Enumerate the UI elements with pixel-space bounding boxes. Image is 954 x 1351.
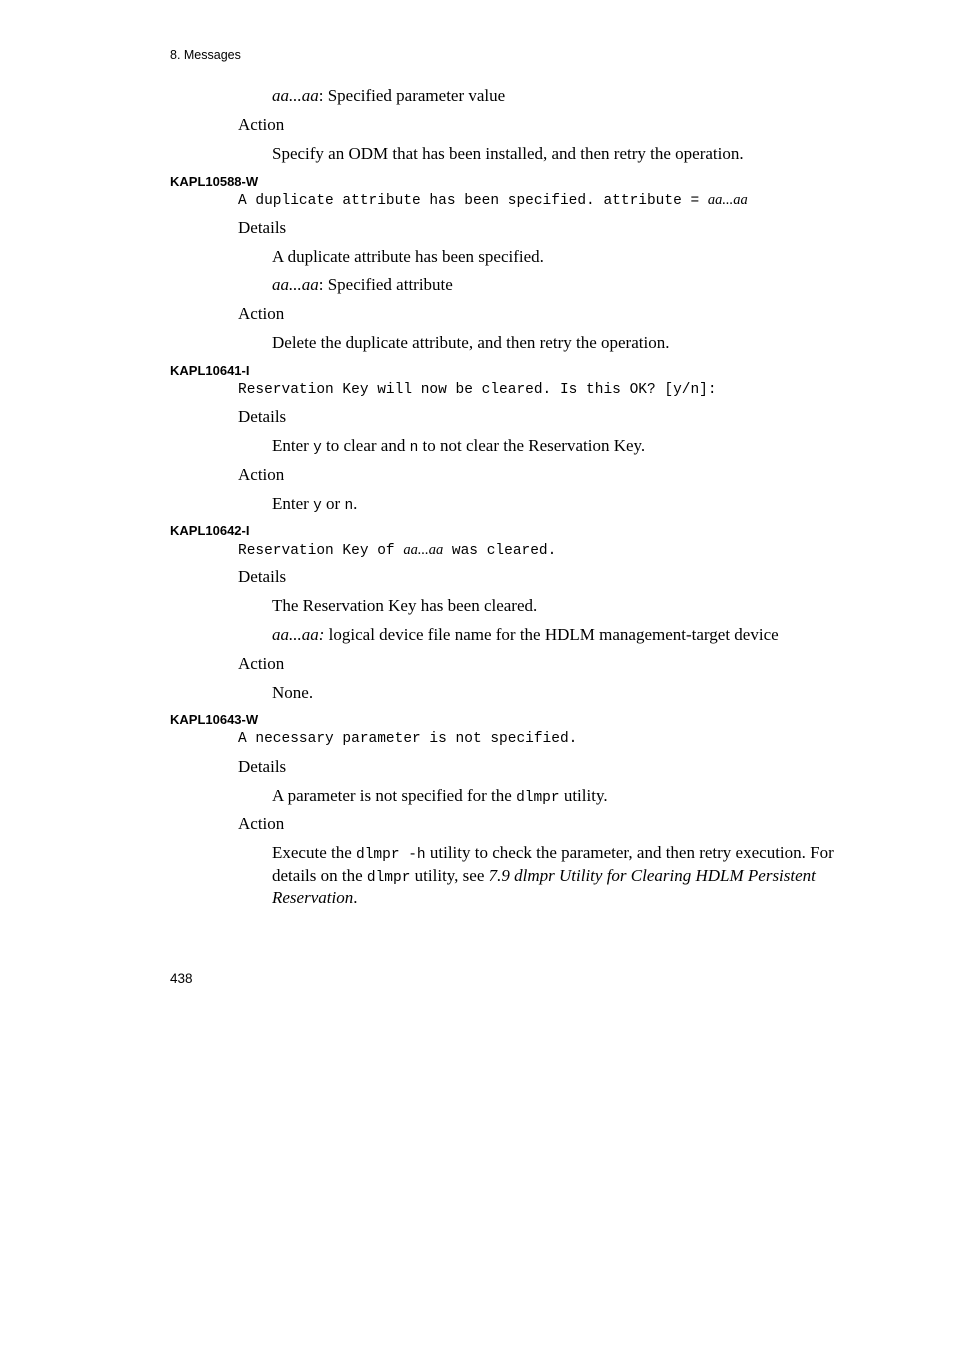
text-run: to clear and xyxy=(321,436,410,455)
message-id: KAPL10641-I xyxy=(170,363,250,378)
message-id: KAPL10588-W xyxy=(170,174,259,189)
running-header: 8. Messages xyxy=(170,48,241,62)
action-label: Action xyxy=(238,814,285,833)
inline-code: dlmpr -h xyxy=(356,847,426,863)
page-number: 438 xyxy=(170,971,193,986)
details-var-line xyxy=(272,275,453,295)
text-run: to not clear the Reservation Key. xyxy=(418,436,646,455)
prev-var-line xyxy=(272,86,505,106)
action-label: Action xyxy=(238,304,285,323)
inline-code: dlmpr xyxy=(366,869,411,886)
message-text-var: aa...aa xyxy=(707,192,748,208)
action-text: Specify an ODM that has been installed, and then retry the operation. xyxy=(272,144,744,163)
inline-code: dlmpr xyxy=(516,790,560,806)
var-name: aa...aa: xyxy=(272,625,325,644)
text-run: Execute the xyxy=(272,843,357,862)
action-label: Action xyxy=(238,654,285,673)
var-desc: : Specified attribute xyxy=(318,275,453,294)
var-name: aa...aa xyxy=(272,86,319,105)
text-run: Enter xyxy=(272,436,314,455)
text-run: utility, see xyxy=(410,865,489,885)
message-text xyxy=(238,542,556,559)
details-text xyxy=(272,786,608,806)
message-text-code: Reservation Key of xyxy=(238,543,404,559)
var-name: aa...aa xyxy=(272,275,319,294)
action-label: Action xyxy=(238,465,285,484)
details-text: The Reservation Key has been cleared. xyxy=(272,596,538,615)
action-text xyxy=(272,843,838,908)
message-text-var: aa...aa xyxy=(403,542,444,558)
message-text-code: A duplicate attribute has been specified. attribute = xyxy=(238,193,708,209)
text-run: Enter xyxy=(272,494,314,513)
message-id: KAPL10643-W xyxy=(170,712,259,727)
message-text xyxy=(238,192,748,209)
var-desc: logical device file name for the HDLM management-target device xyxy=(324,625,779,644)
inline-code: y xyxy=(313,440,322,456)
text-run: utility. xyxy=(559,786,608,805)
details-var-line xyxy=(272,625,779,645)
message-text-code: was cleared. xyxy=(443,543,557,559)
text-run: . xyxy=(353,494,358,513)
text-run: utility to check the parameter, and then retry execution. For details on the xyxy=(272,843,834,885)
details-label: Details xyxy=(238,567,287,586)
var-desc: : Specified parameter value xyxy=(318,86,506,105)
message-text: A necessary parameter is not specified. xyxy=(238,731,578,747)
details-label: Details xyxy=(238,218,287,237)
message-text: Reservation Key will now be cleared. Is this OK? [y/n]: xyxy=(238,382,717,398)
cross-reference-link[interactable]: 7.9 dlmpr Utility for Clearing HDLM Persistent Reservation xyxy=(272,865,816,907)
text-run: A parameter is not specified for the xyxy=(272,786,517,805)
message-id: KAPL10642-I xyxy=(170,523,250,538)
action-label: Action xyxy=(238,115,285,134)
details-label: Details xyxy=(238,757,287,776)
action-text: None. xyxy=(272,683,314,702)
inline-code: n xyxy=(344,498,354,514)
details-text xyxy=(272,436,645,456)
text-run: or xyxy=(321,494,345,513)
details-text: A duplicate attribute has been specified. xyxy=(272,247,544,266)
details-label: Details xyxy=(238,407,287,426)
inline-code: y xyxy=(313,498,322,514)
action-text xyxy=(272,494,357,514)
text-run: . xyxy=(353,888,358,907)
action-text: Delete the duplicate attribute, and then retry the operation. xyxy=(272,333,670,352)
inline-code: n xyxy=(409,440,419,456)
